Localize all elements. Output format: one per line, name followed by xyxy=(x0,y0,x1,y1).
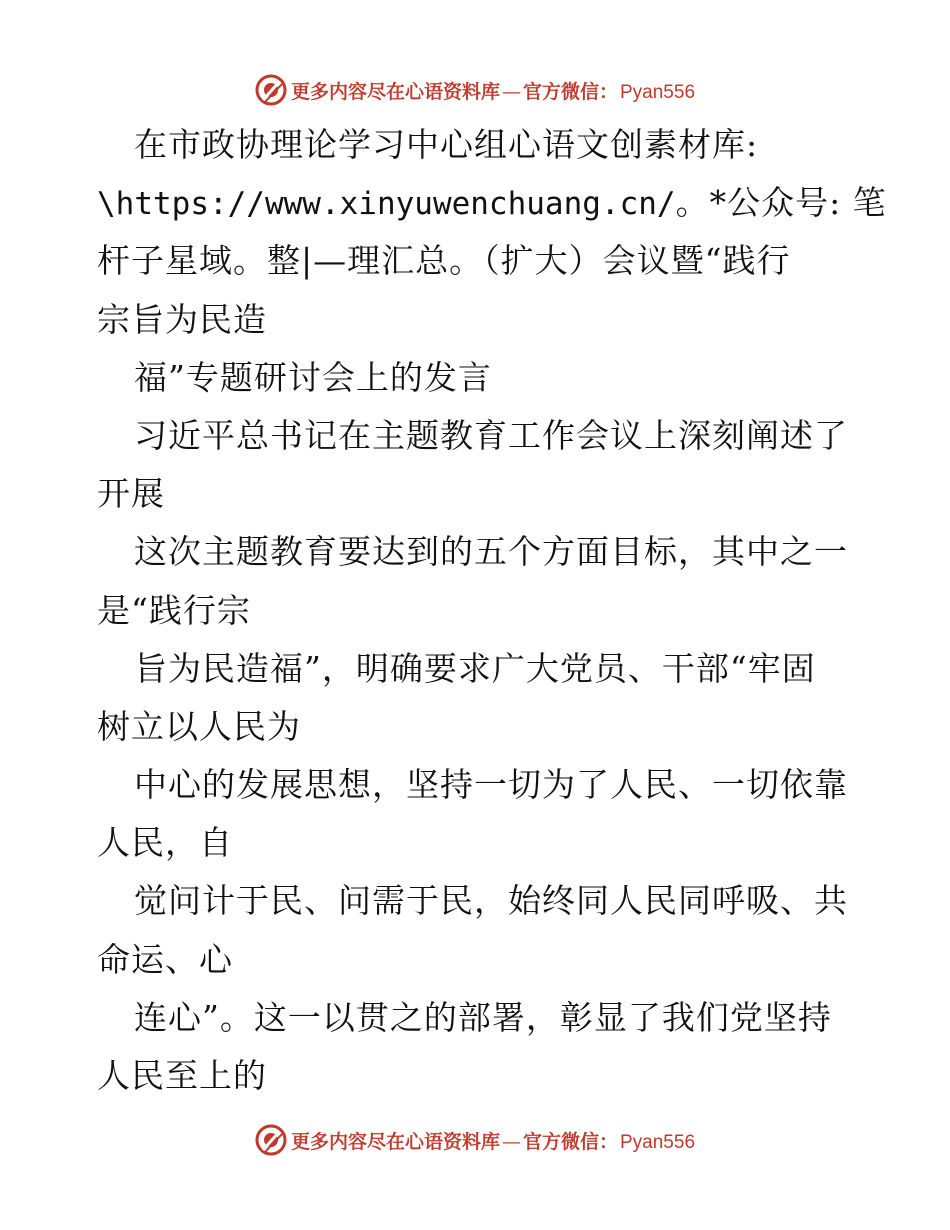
document-body xyxy=(97,116,887,1105)
text-line: 人民至上的 xyxy=(97,1056,267,1095)
text-line: 觉问计于民、问需于民，始终同人民同呼吸、共 xyxy=(134,881,848,921)
text-line: 开展 xyxy=(97,474,165,514)
text-line: 这次主题教育要达到的五个方面目标，其中之一 xyxy=(134,532,848,572)
banner-dash: — xyxy=(501,80,521,103)
footer-watermark-banner xyxy=(0,1120,950,1160)
banner-wechat-id: Pyan556 xyxy=(620,1131,696,1153)
text-line: 连心”。这一以贯之的部署，彰显了我们党坚持 xyxy=(134,997,832,1037)
text-line: 是“践行宗 xyxy=(97,590,251,630)
banner-wechat-label: 官方微信： xyxy=(522,1130,618,1153)
banner-dash: — xyxy=(501,1130,521,1153)
text-line: 在市政协理论学习中心组心语文创素材库: xyxy=(134,125,759,164)
text-line-rest: 。*公众号: 笔 xyxy=(675,183,887,223)
text-line: 人民，自 xyxy=(97,823,233,863)
text-line: 命运、心 xyxy=(97,939,233,979)
banner-title: 更多内容尽在心语资料库 xyxy=(290,1130,500,1153)
header-watermark-banner xyxy=(0,70,950,110)
text-line: 杆子星域。整|—理汇总。（扩大）会议暨“践行 xyxy=(97,241,791,281)
text-line: 树立以人民为 xyxy=(97,706,301,746)
banner-title: 更多内容尽在心语资料库 xyxy=(290,80,500,103)
banner-wechat-id: Pyan556 xyxy=(620,81,696,103)
text-line: 旨为民造福”，明确要求广大党员、干部“牢固 xyxy=(134,648,816,688)
banner-text xyxy=(291,77,695,104)
text-line-url xyxy=(97,174,887,232)
text-line: 习近平总书记在主题教育工作会议上深刻阐述了 xyxy=(134,415,848,455)
text-line: 福”专题研讨会上的发言 xyxy=(134,357,492,397)
text-line: 宗旨为民造 xyxy=(97,299,267,339)
url-text[interactable]: \https://www.xinyuwenchuang.cn/ xyxy=(97,186,676,223)
banner-text xyxy=(291,1127,695,1154)
seal-logo-icon xyxy=(255,74,287,106)
text-line: 中心的发展思想，坚持一切为了人民、一切依靠 xyxy=(134,765,848,805)
banner-wechat-label: 官方微信： xyxy=(522,80,618,103)
seal-logo-icon xyxy=(255,1124,287,1156)
